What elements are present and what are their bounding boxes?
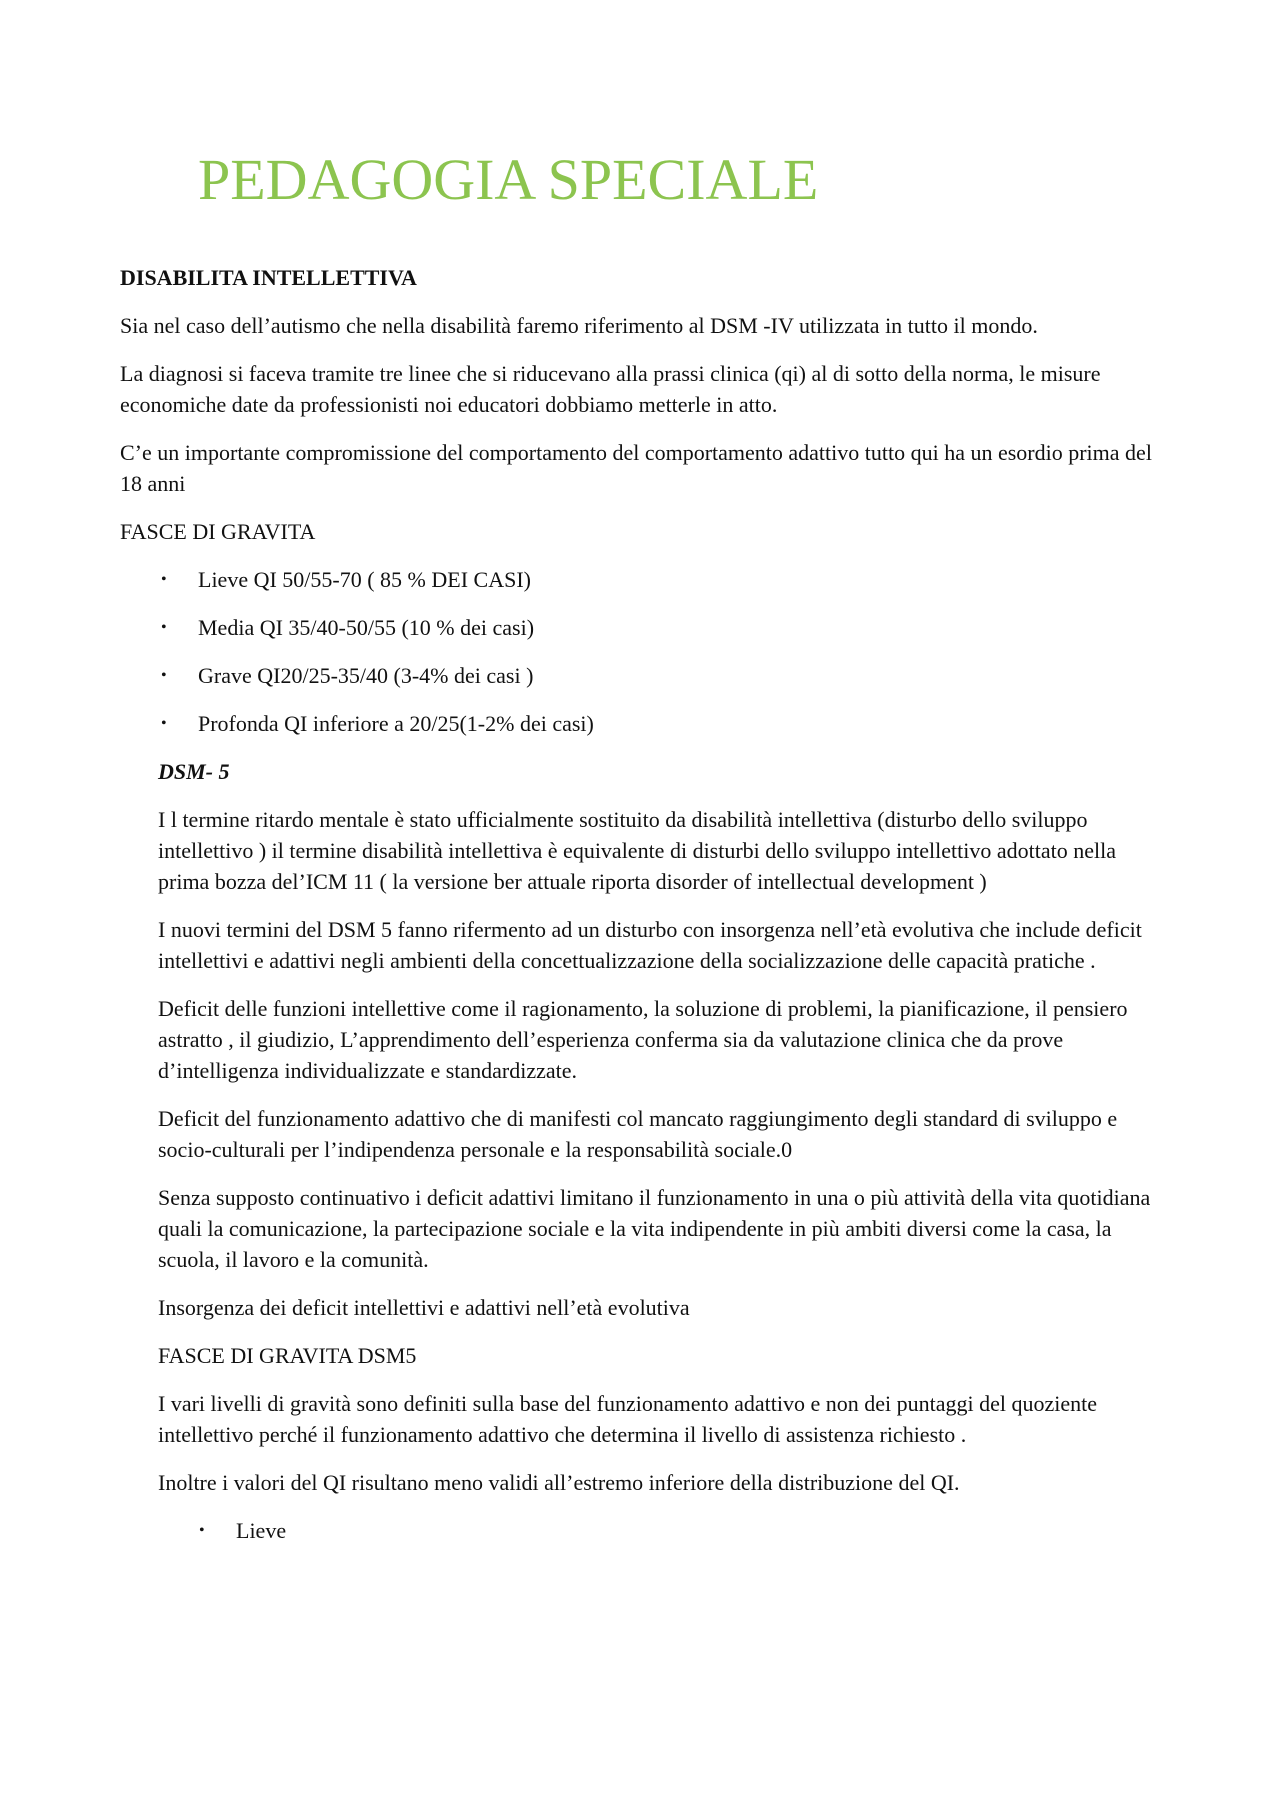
- fasce-heading: FASCE DI GRAVITA: [120, 519, 316, 544]
- list-item: • Media QI 35/40-50/55 (10 % dei casi): [120, 612, 1170, 643]
- document-body: [120, 262, 1170, 1563]
- list-item: • Profonda QI inferiore a 20/25(1-2% dei casi): [120, 708, 1170, 739]
- paragraph: Insorgenza dei deficit intellettivi e adattivi nell’età evolutiva: [158, 1295, 690, 1320]
- paragraph: Senza supposto continuativo i deficit adattivi limitano il funzionamento in una o più attività della vita quotidiana quali la comunicazione, la partecipazione sociale e la vita indipendente in più ambiti diversi come la casa, la scuola, il lavoro e la comunità.: [158, 1185, 1151, 1272]
- paragraph: Deficit del funzionamento adattivo che di manifesti col mancato raggiungimento degli standard di sviluppo e socio-culturali per l’indipendenza personale e la responsabilità sociale.0: [158, 1106, 1118, 1162]
- paragraph: I l termine ritardo mentale è stato ufficialmente sostituito da disabilità intellettiva (disturbo dello sviluppo intellettivo ) il termine disabilità intellettiva è equivalente di disturbi dello sviluppo intellettivo adottato nella prima bozza del’ICM 11 ( la versione ber attuale riporta disorder of intellectual development ): [158, 807, 1116, 894]
- paragraph: C’e un importante compromissione del comportamento del comportamento adattivo tutto qui ha un esordio prima del 18 anni: [120, 440, 1152, 496]
- list-item: • Lieve QI 50/55-70 ( 85 % DEI CASI): [120, 564, 1170, 595]
- paragraph: Sia nel caso dell’autismo che nella disabilità faremo riferimento al DSM -IV utilizzata in tutto il mondo.: [120, 313, 1038, 338]
- paragraph: I nuovi termini del DSM 5 fanno rifermento ad un disturbo con insorgenza nell’età evolutiva che include deficit intellettivi e adattivi negli ambienti della concettualizzazione della socializzazione delle capacità pratiche .: [158, 917, 1142, 973]
- fasce-dsm5-heading: FASCE DI GRAVITA DSM5: [158, 1343, 417, 1368]
- fasce-dsm5-list: [120, 1515, 1170, 1546]
- list-item: • Lieve: [120, 1515, 1170, 1546]
- paragraph: I vari livelli di gravità sono definiti sulla base del funzionamento adattivo e non dei puntaggi del quoziente intellettivo perché il funzionamento adattivo che determina il livello di assistenza richiesto .: [158, 1391, 1098, 1447]
- paragraph: La diagnosi si faceva tramite tre linee che si riducevano alla prassi clinica (qi) al di sotto della norma, le misure economiche date da professionisti noi educatori dobbiamo metterle in atto.: [120, 361, 1101, 417]
- paragraph: Inoltre i valori del QI risultano meno validi all’estremo inferiore della distribuzione del QI.: [158, 1470, 960, 1495]
- document-title: PEDAGOGIA SPECIALE: [198, 147, 819, 212]
- dsm5-section: [158, 756, 1170, 1498]
- list-item: • Grave QI20/25-35/40 (3-4% dei casi ): [120, 660, 1170, 691]
- dsm5-heading: DSM- 5: [158, 759, 230, 784]
- paragraph: Deficit delle funzioni intellettive come il ragionamento, la soluzione di problemi, la pianificazione, il pensiero astratto , il giudizio, L’apprendimento dell’esperienza conferma sia da valutazione clinica che da prove d’intelligenza individualizzate e standardizzate.: [158, 996, 1128, 1083]
- section-heading: DISABILITA INTELLETTIVA: [120, 265, 417, 290]
- fasce-list: [120, 564, 1170, 739]
